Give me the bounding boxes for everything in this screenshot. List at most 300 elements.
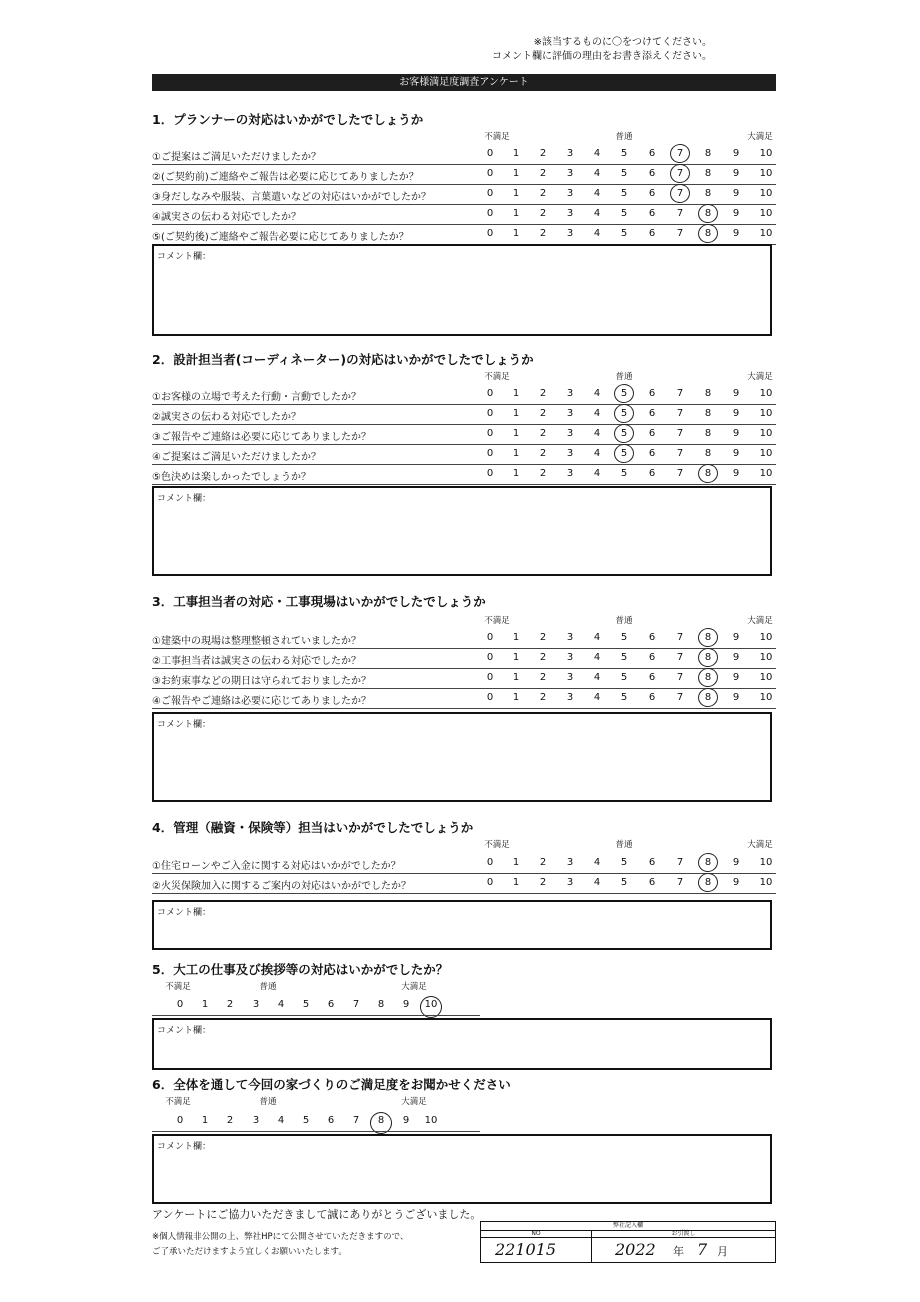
question-row xyxy=(152,688,776,709)
rating-option-7[interactable]: 7 xyxy=(676,168,684,179)
selected-rating-circle xyxy=(612,422,636,445)
rating-option-4[interactable]: 4 xyxy=(593,208,601,219)
rating-option-4[interactable]: 4 xyxy=(593,188,601,199)
rating-option-9[interactable]: 9 xyxy=(732,388,740,399)
rating-option-0[interactable]: 0 xyxy=(486,388,494,399)
question-text: ⑤(ご契約後)ご連絡やご報告必要に応じてありましたか？ xyxy=(152,232,409,243)
question-text: ①住宅ローンやご入金に関する対応はいかがでしたか？ xyxy=(152,861,401,872)
rating-option-2[interactable]: 2 xyxy=(539,692,547,703)
rating-option-5[interactable]: 5 xyxy=(620,208,628,219)
privacy-line-2: ご了承いただけますよう宜しくお願いいたします。 xyxy=(152,1247,347,1257)
scale-label-high: 大満足 xyxy=(747,372,773,382)
rating-option-2[interactable]: 2 xyxy=(539,632,547,643)
rating-option-1[interactable]: 1 xyxy=(512,388,520,399)
scale-label-mid: 普通 xyxy=(615,372,633,382)
rating-option-2[interactable]: 2 xyxy=(539,448,547,459)
rating-option-3[interactable]: 3 xyxy=(566,652,574,663)
office-use-header: 弊社記入欄 xyxy=(481,1222,775,1231)
selected-rating-circle xyxy=(668,142,692,165)
rating-option-0[interactable]: 0 xyxy=(486,228,494,239)
rating-option-3[interactable]: 3 xyxy=(566,228,574,239)
rating-option-10[interactable]: 10 xyxy=(759,408,773,419)
rating-option-9[interactable]: 9 xyxy=(732,208,740,219)
scale-label-low: 不満足 xyxy=(165,1097,191,1107)
rating-option-8[interactable]: 8 xyxy=(704,448,712,459)
rating-option-7[interactable]: 7 xyxy=(676,632,684,643)
rating-option-5[interactable]: 5 xyxy=(620,632,628,643)
rating-option-9[interactable]: 9 xyxy=(732,428,740,439)
rating-option-6[interactable]: 6 xyxy=(648,188,656,199)
selected-rating-circle xyxy=(696,686,720,709)
rating-option-1[interactable]: 1 xyxy=(512,148,520,159)
rating-option-3[interactable]: 3 xyxy=(252,1115,260,1126)
rating-option-4[interactable]: 4 xyxy=(593,468,601,479)
question-row xyxy=(152,384,776,405)
rating-option-6[interactable]: 6 xyxy=(648,208,656,219)
rating-option-3[interactable]: 3 xyxy=(252,999,260,1010)
rating-option-2[interactable]: 2 xyxy=(539,388,547,399)
rating-option-7[interactable]: 7 xyxy=(676,188,684,199)
rating-option-2[interactable]: 2 xyxy=(226,1115,234,1126)
rating-option-4[interactable]: 4 xyxy=(593,632,601,643)
section-1-title: 1．プランナーの対応はいかがでしたでしょうか xyxy=(152,112,424,127)
question-row xyxy=(152,204,776,225)
rating-option-3[interactable]: 3 xyxy=(566,448,574,459)
rating-option-7[interactable]: 7 xyxy=(352,1115,360,1126)
section-4-title: 4．管理（融資・保険等）担当はいかがでしたでしょうか xyxy=(152,820,474,835)
rating-option-4[interactable]: 4 xyxy=(593,408,601,419)
month-unit: 月 xyxy=(717,1245,728,1258)
scale-label-high: 大満足 xyxy=(401,982,427,992)
rating-option-7[interactable]: 7 xyxy=(676,148,684,159)
year-unit: 年 xyxy=(673,1245,684,1258)
survey-title: お客様満足度調査アンケート xyxy=(152,74,776,91)
rating-option-6[interactable]: 6 xyxy=(648,228,656,239)
rating-option-7[interactable]: 7 xyxy=(352,999,360,1010)
rating-option-7[interactable]: 7 xyxy=(676,208,684,219)
rating-option-7[interactable]: 7 xyxy=(676,652,684,663)
rating-option-1[interactable]: 1 xyxy=(512,188,520,199)
rating-option-5[interactable]: 5 xyxy=(620,877,628,888)
question-text: ②誠実さの伝わる対応でしたか？ xyxy=(152,412,301,423)
rating-option-2[interactable]: 2 xyxy=(539,188,547,199)
rating-option-8[interactable]: 8 xyxy=(377,1115,385,1126)
rating-option-5[interactable]: 5 xyxy=(302,1115,310,1126)
rating-option-3[interactable]: 3 xyxy=(566,148,574,159)
comment-label: コメント欄： xyxy=(157,494,212,504)
question-text: ③ご報告やご連絡は必要に応じてありましたか？ xyxy=(152,432,371,443)
rating-option-0[interactable]: 0 xyxy=(486,188,494,199)
question-text: ④ご提案はご満足いただけましたか？ xyxy=(152,452,321,463)
question-row xyxy=(152,668,776,689)
rating-option-4[interactable]: 4 xyxy=(593,652,601,663)
rating-option-9[interactable]: 9 xyxy=(732,632,740,643)
selected-rating-circle xyxy=(368,1110,394,1136)
rating-option-1[interactable]: 1 xyxy=(512,672,520,683)
scale-label-high: 大満足 xyxy=(747,840,773,850)
rating-option-9[interactable]: 9 xyxy=(732,857,740,868)
instruction-notes xyxy=(480,36,712,64)
scale-label-low: 不満足 xyxy=(484,132,510,142)
section-6-title: 6．全体を通して今回の家づくりのご満足度をお聞かせください xyxy=(152,1077,511,1092)
rating-option-1[interactable]: 1 xyxy=(201,1115,209,1126)
rating-option-8[interactable]: 8 xyxy=(704,632,712,643)
question-text: ④誠実さの伝わる対応でしたか？ xyxy=(152,212,301,223)
rating-option-10[interactable]: 10 xyxy=(759,857,773,868)
rating-option-7[interactable]: 7 xyxy=(676,692,684,703)
selected-rating-circle xyxy=(696,626,720,649)
scale-label-high: 大満足 xyxy=(747,132,773,142)
rating-option-3[interactable]: 3 xyxy=(566,857,574,868)
rating-option-4[interactable]: 4 xyxy=(593,388,601,399)
thanks-message: アンケートにご協力いただきまして誠にありがとうございました。 xyxy=(152,1208,482,1221)
section-6-comment-box[interactable] xyxy=(152,1134,772,1204)
section-5-comment-box[interactable] xyxy=(152,1018,772,1070)
rating-option-6[interactable]: 6 xyxy=(648,408,656,419)
rating-option-9[interactable]: 9 xyxy=(402,999,410,1010)
rating-option-9[interactable]: 9 xyxy=(732,692,740,703)
rating-option-8[interactable]: 8 xyxy=(704,468,712,479)
rating-option-2[interactable]: 2 xyxy=(226,999,234,1010)
rating-option-2[interactable]: 2 xyxy=(539,877,547,888)
rating-option-10[interactable]: 10 xyxy=(759,428,773,439)
rating-option-5[interactable]: 5 xyxy=(620,428,628,439)
rating-option-5[interactable]: 5 xyxy=(620,672,628,683)
rating-option-6[interactable]: 6 xyxy=(648,632,656,643)
scale-label-mid: 普通 xyxy=(615,840,633,850)
rating-option-1[interactable]: 1 xyxy=(512,632,520,643)
rating-option-6[interactable]: 6 xyxy=(648,692,656,703)
rating-option-4[interactable]: 4 xyxy=(593,672,601,683)
rating-option-2[interactable]: 2 xyxy=(539,408,547,419)
rating-option-8[interactable]: 8 xyxy=(704,857,712,868)
rating-option-5[interactable]: 5 xyxy=(620,692,628,703)
question-text: ②(ご契約前)ご連絡やご報告は必要に応じてありましたか？ xyxy=(152,172,419,183)
rating-option-3[interactable]: 3 xyxy=(566,632,574,643)
question-row xyxy=(152,404,776,425)
rating-option-7[interactable]: 7 xyxy=(676,672,684,683)
handover-year: 2022 xyxy=(615,1240,656,1259)
question-row xyxy=(152,464,776,485)
selected-rating-circle xyxy=(696,666,720,689)
rating-option-10[interactable]: 10 xyxy=(759,877,773,888)
selected-rating-circle xyxy=(696,871,720,894)
scale-label-low: 不満足 xyxy=(484,840,510,850)
rating-option-2[interactable]: 2 xyxy=(539,652,547,663)
selected-rating-circle xyxy=(612,382,636,405)
rating-option-2[interactable]: 2 xyxy=(539,428,547,439)
question-row xyxy=(152,164,776,185)
scale-label-mid: 普通 xyxy=(259,982,277,992)
rating-option-4[interactable]: 4 xyxy=(593,448,601,459)
rating-option-4[interactable]: 4 xyxy=(593,168,601,179)
rating-option-6[interactable]: 6 xyxy=(648,168,656,179)
rating-option-7[interactable]: 7 xyxy=(676,857,684,868)
comment-label: コメント欄： xyxy=(157,720,212,730)
selected-rating-circle xyxy=(668,162,692,185)
rating-option-8[interactable]: 8 xyxy=(704,877,712,888)
scale-label-low: 不満足 xyxy=(484,616,510,626)
selected-rating-circle xyxy=(418,994,444,1020)
rating-option-10[interactable]: 10 xyxy=(759,632,773,643)
rating-option-9[interactable]: 9 xyxy=(732,672,740,683)
privacy-notice xyxy=(152,1230,408,1260)
note-line-2: コメント欄に評価の理由をお書き添えください。 xyxy=(492,51,712,62)
rating-option-0[interactable]: 0 xyxy=(486,148,494,159)
rating-option-8[interactable]: 8 xyxy=(704,408,712,419)
rating-option-10[interactable]: 10 xyxy=(759,448,773,459)
section-5-title: 5．大工の仕事及び挨拶等の対応はいかがでしたか？ xyxy=(152,962,449,977)
rating-option-3[interactable]: 3 xyxy=(566,388,574,399)
office-use-box xyxy=(480,1221,776,1263)
rating-option-2[interactable]: 2 xyxy=(539,168,547,179)
rating-option-4[interactable]: 4 xyxy=(593,877,601,888)
section-2-comment-box[interactable] xyxy=(152,486,772,576)
question-text: ③身だしなみや服装、言葉遣いなどの対応はいかがでしたか？ xyxy=(152,192,431,203)
rating-option-10[interactable]: 10 xyxy=(759,652,773,663)
rating-option-10[interactable]: 10 xyxy=(759,208,773,219)
rating-option-1[interactable]: 1 xyxy=(512,692,520,703)
question-row xyxy=(152,648,776,669)
rating-option-10[interactable]: 10 xyxy=(759,228,773,239)
no-value: 221015 xyxy=(495,1240,557,1259)
rating-option-9[interactable]: 9 xyxy=(402,1115,410,1126)
rating-option-2[interactable]: 2 xyxy=(539,148,547,159)
rating-option-3[interactable]: 3 xyxy=(566,692,574,703)
note-line-1: ※該当するものに〇をつけてください。 xyxy=(533,37,712,48)
rating-option-1[interactable]: 1 xyxy=(512,857,520,868)
rating-option-4[interactable]: 4 xyxy=(593,428,601,439)
rating-option-7[interactable]: 7 xyxy=(676,448,684,459)
rating-option-7[interactable]: 7 xyxy=(676,877,684,888)
rating-option-6[interactable]: 6 xyxy=(648,857,656,868)
rating-option-4[interactable]: 4 xyxy=(593,857,601,868)
section-2-title: 2．設計担当者(コーディネーター)の対応はいかがでしたでしょうか xyxy=(152,352,534,367)
rating-option-5[interactable]: 5 xyxy=(620,388,628,399)
rating-option-3[interactable]: 3 xyxy=(566,168,574,179)
rating-option-5[interactable]: 5 xyxy=(620,168,628,179)
rating-option-5[interactable]: 5 xyxy=(620,468,628,479)
handover-month: 7 xyxy=(697,1240,708,1259)
rating-option-1[interactable]: 1 xyxy=(512,168,520,179)
rating-option-1[interactable]: 1 xyxy=(201,999,209,1010)
rating-option-6[interactable]: 6 xyxy=(648,388,656,399)
comment-label: コメント欄： xyxy=(157,908,212,918)
rating-option-0[interactable]: 0 xyxy=(486,672,494,683)
rating-option-2[interactable]: 2 xyxy=(539,468,547,479)
rating-option-3[interactable]: 3 xyxy=(566,672,574,683)
rating-option-5[interactable]: 5 xyxy=(620,857,628,868)
question-row xyxy=(152,853,776,874)
question-text: ②工事担当者は誠実さの伝わる対応でしたか？ xyxy=(152,656,361,667)
rating-option-0[interactable]: 0 xyxy=(486,857,494,868)
rating-option-0[interactable]: 0 xyxy=(486,468,494,479)
rating-option-9[interactable]: 9 xyxy=(732,652,740,663)
question-text: ②火災保険加入に関するご案内の対応はいかがでしたか？ xyxy=(152,881,411,892)
selected-rating-circle xyxy=(668,182,692,205)
scale-underline xyxy=(152,1015,480,1016)
rating-option-8[interactable]: 8 xyxy=(704,188,712,199)
rating-option-4[interactable]: 4 xyxy=(277,999,285,1010)
question-text: ④ご報告やご連絡は必要に応じてありましたか？ xyxy=(152,696,371,707)
rating-option-1[interactable]: 1 xyxy=(512,468,520,479)
rating-option-5[interactable]: 5 xyxy=(620,408,628,419)
rating-option-4[interactable]: 4 xyxy=(277,1115,285,1126)
rating-option-5[interactable]: 5 xyxy=(620,188,628,199)
question-row xyxy=(152,224,776,245)
question-text: ⑤色決めは楽しかったでしょうか？ xyxy=(152,472,311,483)
rating-option-8[interactable]: 8 xyxy=(704,652,712,663)
comment-label: コメント欄： xyxy=(157,252,212,262)
rating-option-7[interactable]: 7 xyxy=(676,388,684,399)
rating-option-3[interactable]: 3 xyxy=(566,428,574,439)
question-row xyxy=(152,628,776,649)
rating-option-10[interactable]: 10 xyxy=(759,692,773,703)
rating-option-10[interactable]: 10 xyxy=(759,672,773,683)
rating-option-3[interactable]: 3 xyxy=(566,208,574,219)
selected-rating-circle xyxy=(696,202,720,225)
scale-label-mid: 普通 xyxy=(615,616,633,626)
question-text: ①建築中の現場は整理整頓されていましたか？ xyxy=(152,636,361,647)
rating-option-6[interactable]: 6 xyxy=(648,428,656,439)
rating-option-8[interactable]: 8 xyxy=(704,672,712,683)
rating-option-1[interactable]: 1 xyxy=(512,408,520,419)
rating-option-1[interactable]: 1 xyxy=(512,877,520,888)
rating-option-9[interactable]: 9 xyxy=(732,877,740,888)
rating-option-8[interactable]: 8 xyxy=(704,208,712,219)
rating-option-0[interactable]: 0 xyxy=(486,652,494,663)
rating-option-0[interactable]: 0 xyxy=(486,168,494,179)
rating-option-8[interactable]: 8 xyxy=(704,388,712,399)
section-3-title: 3．工事担当者の対応・工事現場はいかがでしたでしょうか xyxy=(152,594,486,609)
selected-rating-circle xyxy=(696,462,720,485)
rating-option-4[interactable]: 4 xyxy=(593,148,601,159)
section-1-comment-box[interactable] xyxy=(152,244,772,336)
rating-option-7[interactable]: 7 xyxy=(676,228,684,239)
rating-option-9[interactable]: 9 xyxy=(732,188,740,199)
rating-option-6[interactable]: 6 xyxy=(648,448,656,459)
rating-option-8[interactable]: 8 xyxy=(704,168,712,179)
selected-rating-circle xyxy=(696,851,720,874)
question-text: ①ご提案はご満足いただけましたか？ xyxy=(152,152,321,163)
rating-option-6[interactable]: 6 xyxy=(327,1115,335,1126)
rating-option-7[interactable]: 7 xyxy=(676,408,684,419)
scale-label-low: 不満足 xyxy=(165,982,191,992)
rating-option-8[interactable]: 8 xyxy=(377,999,385,1010)
rating-option-3[interactable]: 3 xyxy=(566,468,574,479)
rating-option-5[interactable]: 5 xyxy=(302,999,310,1010)
rating-option-10[interactable]: 10 xyxy=(759,468,773,479)
selected-rating-circle xyxy=(696,222,720,245)
scale-label-high: 大満足 xyxy=(747,616,773,626)
scale-label-low: 不満足 xyxy=(484,372,510,382)
rating-option-10[interactable]: 10 xyxy=(424,999,438,1010)
rating-option-7[interactable]: 7 xyxy=(676,468,684,479)
rating-option-9[interactable]: 9 xyxy=(732,148,740,159)
selected-rating-circle xyxy=(612,402,636,425)
rating-option-0[interactable]: 0 xyxy=(176,999,184,1010)
question-row xyxy=(152,424,776,445)
rating-option-10[interactable]: 10 xyxy=(424,1115,438,1126)
question-row xyxy=(152,444,776,465)
rating-option-6[interactable]: 6 xyxy=(648,672,656,683)
rating-option-9[interactable]: 9 xyxy=(732,168,740,179)
scale-label-mid: 普通 xyxy=(259,1097,277,1107)
rating-option-10[interactable]: 10 xyxy=(759,148,773,159)
rating-option-5[interactable]: 5 xyxy=(620,148,628,159)
rating-option-0[interactable]: 0 xyxy=(486,408,494,419)
section-4-comment-box[interactable] xyxy=(152,900,772,950)
rating-option-5[interactable]: 5 xyxy=(620,448,628,459)
rating-option-7[interactable]: 7 xyxy=(676,428,684,439)
rating-option-0[interactable]: 0 xyxy=(486,448,494,459)
rating-option-9[interactable]: 9 xyxy=(732,468,740,479)
rating-option-6[interactable]: 6 xyxy=(327,999,335,1010)
rating-option-0[interactable]: 0 xyxy=(486,208,494,219)
rating-option-2[interactable]: 2 xyxy=(539,672,547,683)
rating-option-3[interactable]: 3 xyxy=(566,877,574,888)
rating-option-5[interactable]: 5 xyxy=(620,652,628,663)
selected-rating-circle xyxy=(696,646,720,669)
rating-option-6[interactable]: 6 xyxy=(648,148,656,159)
rating-option-3[interactable]: 3 xyxy=(566,188,574,199)
section-3-comment-box[interactable] xyxy=(152,712,772,802)
rating-option-10[interactable]: 10 xyxy=(759,188,773,199)
rating-option-0[interactable]: 0 xyxy=(486,428,494,439)
rating-option-8[interactable]: 8 xyxy=(704,148,712,159)
rating-option-10[interactable]: 10 xyxy=(759,388,773,399)
rating-option-0[interactable]: 0 xyxy=(486,877,494,888)
rating-option-8[interactable]: 8 xyxy=(704,228,712,239)
rating-option-0[interactable]: 0 xyxy=(176,1115,184,1126)
rating-option-6[interactable]: 6 xyxy=(648,468,656,479)
selected-rating-circle xyxy=(612,442,636,465)
scale-label-mid: 普通 xyxy=(615,132,633,142)
rating-option-10[interactable]: 10 xyxy=(759,168,773,179)
rating-option-9[interactable]: 9 xyxy=(732,408,740,419)
comment-label: コメント欄： xyxy=(157,1026,212,1036)
rating-option-6[interactable]: 6 xyxy=(648,652,656,663)
rating-option-8[interactable]: 8 xyxy=(704,692,712,703)
rating-option-2[interactable]: 2 xyxy=(539,857,547,868)
rating-option-1[interactable]: 1 xyxy=(512,208,520,219)
question-row xyxy=(152,184,776,205)
rating-option-2[interactable]: 2 xyxy=(539,228,547,239)
rating-option-1[interactable]: 1 xyxy=(512,228,520,239)
no-label: NO xyxy=(481,1230,591,1238)
rating-option-9[interactable]: 9 xyxy=(732,448,740,459)
rating-option-1[interactable]: 1 xyxy=(512,428,520,439)
rating-option-1[interactable]: 1 xyxy=(512,448,520,459)
rating-option-9[interactable]: 9 xyxy=(732,228,740,239)
scale-label-high: 大満足 xyxy=(401,1097,427,1107)
question-row xyxy=(152,873,776,894)
privacy-line-1: ※個人情報非公開の上、弊社HPにて公開させていただきますので、 xyxy=(152,1232,409,1242)
rating-option-8[interactable]: 8 xyxy=(704,428,712,439)
rating-option-0[interactable]: 0 xyxy=(486,632,494,643)
scale-underline xyxy=(152,1131,480,1132)
rating-option-1[interactable]: 1 xyxy=(512,652,520,663)
rating-option-6[interactable]: 6 xyxy=(648,877,656,888)
rating-option-3[interactable]: 3 xyxy=(566,408,574,419)
box-divider xyxy=(591,1230,592,1262)
rating-option-4[interactable]: 4 xyxy=(593,228,601,239)
question-text: ①お客様の立場で考えた行動・言動でしたか？ xyxy=(152,392,361,403)
rating-option-5[interactable]: 5 xyxy=(620,228,628,239)
rating-option-2[interactable]: 2 xyxy=(539,208,547,219)
rating-option-4[interactable]: 4 xyxy=(593,692,601,703)
rating-option-0[interactable]: 0 xyxy=(486,692,494,703)
